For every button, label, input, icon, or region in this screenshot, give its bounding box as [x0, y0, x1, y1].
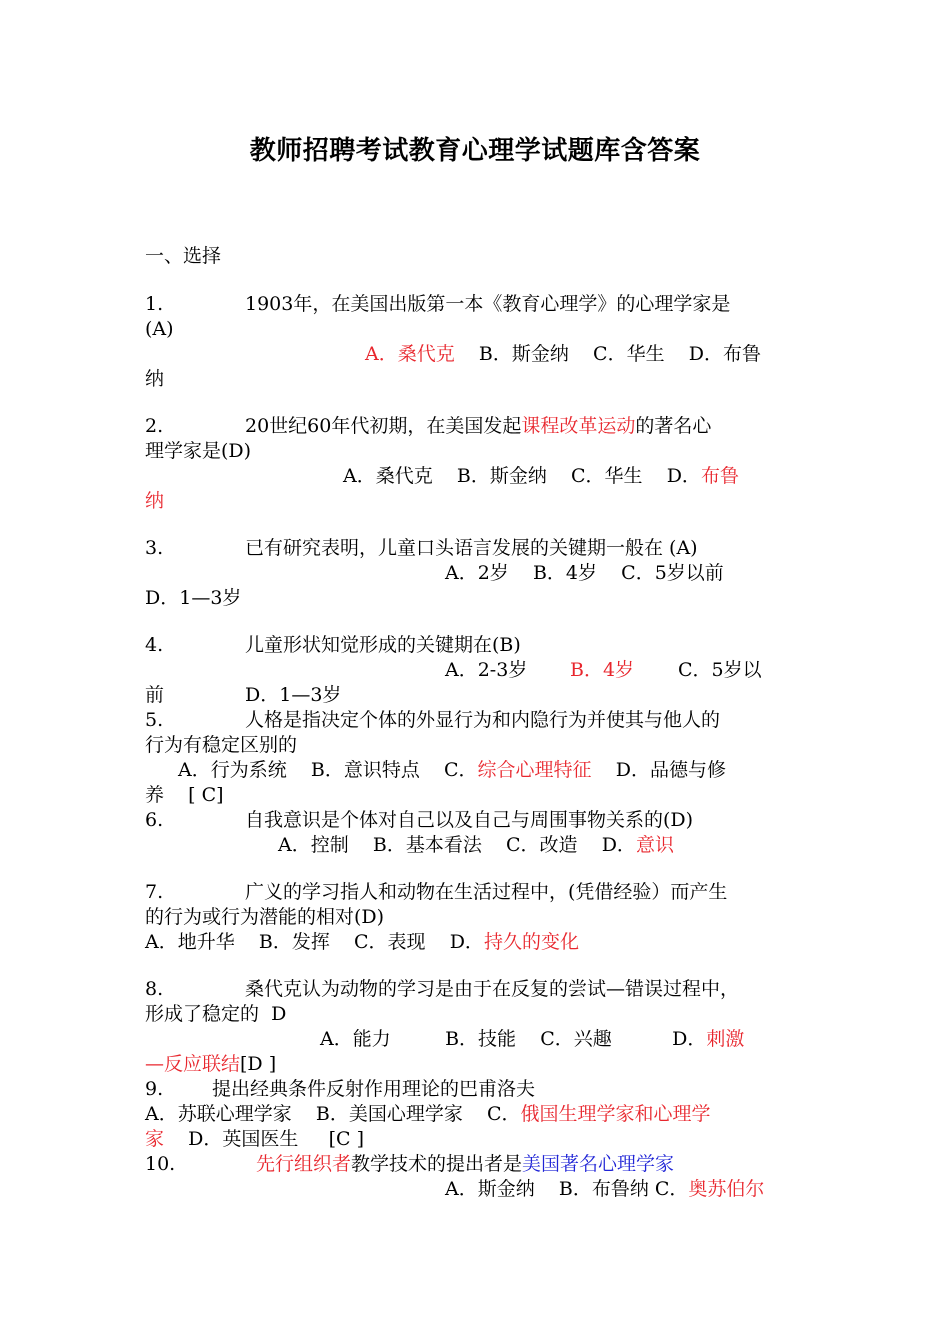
q7-options-text: A．地升华 B．发挥 C．表现 D． — [145, 931, 484, 953]
q1-stem-end: (A) — [145, 318, 174, 340]
q8-number: 8. — [145, 978, 164, 1000]
q10-stem-blue: 美国著名心理学家 — [522, 1153, 675, 1175]
q6-options — [278, 833, 674, 858]
q5-number: 5. — [145, 709, 164, 731]
q9-stem: 提出经典条件反射作用理论的巴甫洛夫 — [212, 1078, 536, 1100]
q9-number: 9. — [145, 1078, 164, 1100]
q8-options-tail — [145, 1052, 276, 1077]
q10-options-text: A．斯金纳 B．布鲁纳 C． — [445, 1178, 689, 1200]
q9-answer: 俄国生理学家和心理学 — [520, 1103, 711, 1125]
q5-answer: 综合心理特征 — [477, 759, 592, 781]
q8-answer-tail: —反应联结 — [145, 1053, 241, 1075]
q8-answer: 刺激 — [706, 1028, 745, 1050]
q1-options-rest: B．斯金纳 C．华生 D．布鲁 — [478, 343, 761, 365]
q2-answer: 布鲁 — [700, 465, 739, 487]
q3-stem: 已有研究表明，儿童口头语言发展的关键期一般在 (A) — [245, 537, 698, 559]
q1-options — [365, 342, 761, 367]
q9-options — [145, 1102, 711, 1127]
q2-stem-b: 的著名心 — [635, 415, 712, 437]
q5-stem-end: 行为有稳定区别的 — [145, 734, 298, 756]
q5-options — [178, 758, 726, 783]
q2-number: 2. — [145, 415, 164, 437]
q10-stem-highlight: 先行组织者 — [256, 1153, 352, 1175]
section-heading: 一、选择 — [145, 245, 222, 267]
q2-stem-a: 20世纪60年代初期，在美国发起 — [245, 415, 522, 437]
q2-stem-highlight: 课程改革运动 — [521, 415, 636, 437]
q10-stem — [256, 1152, 674, 1177]
q5-options-post: D．品德与修 — [591, 759, 726, 781]
q9-answer-tail: 家 — [145, 1128, 165, 1150]
q2-stem-end: 理学家是(D) — [145, 440, 252, 462]
q5-options-tail: 养 [ C] — [145, 784, 224, 806]
q5-stem: 人格是指决定个体的外显行为和内隐行为并使其与他人的 — [245, 709, 721, 731]
q7-number: 7. — [145, 881, 164, 903]
q4-number: 4. — [145, 634, 164, 656]
q10-answer: 奥苏伯尔 — [688, 1178, 765, 1200]
q8-options-text: A．能力 B．技能 C．兴趣 D． — [320, 1028, 707, 1050]
q8-stem: 桑代克认为动物的学习是由于在反复的尝试—错误过程中， — [245, 978, 740, 1000]
q2-options-tail: 纳 — [145, 490, 165, 512]
q4-options-tail: 前 — [145, 684, 165, 706]
q9-options-text: A．苏联心理学家 B．美国心理学家 C． — [145, 1103, 521, 1125]
q4-answer: B．4岁 — [570, 659, 635, 681]
q8-answer-key: [D ] — [240, 1053, 277, 1075]
q1-options-tail: 纳 — [145, 368, 165, 390]
q7-answer: 持久的变化 — [483, 931, 579, 953]
q10-number: 10. — [145, 1153, 176, 1175]
q6-stem: 自我意识是个体对自己以及自己与周围事物关系的(D) — [245, 809, 694, 831]
q1-answer: A．桑代克 — [365, 343, 455, 365]
q7-options — [145, 930, 579, 955]
q3-options-tail: D．1—3岁 — [145, 587, 242, 609]
q9-options-tail-text: D．英国医生 [C ] — [164, 1128, 365, 1150]
q2-options — [343, 464, 739, 489]
q10-stem-mid: 教学技术的提出者是 — [351, 1153, 523, 1175]
q10-options — [445, 1177, 764, 1202]
q3-options: A．2岁 B．4岁 C．5岁以前 — [445, 562, 724, 584]
q6-options-text: A．控制 B．基本看法 C．改造 D． — [278, 834, 636, 856]
q4-stem: 儿童形状知觉形成的关键期在(B) — [245, 634, 521, 656]
q1-number: 1. — [145, 293, 164, 315]
q4-option-a: A．2-3岁 — [445, 659, 528, 681]
q6-number: 6. — [145, 809, 164, 831]
q4-option-c: C．5岁以 — [678, 659, 762, 681]
q3-number: 3. — [145, 537, 164, 559]
q9-options-tail — [145, 1127, 364, 1152]
q2-stem — [245, 414, 711, 439]
document-title: 教师招聘考试教育心理学试题库含答案 — [249, 136, 701, 166]
q2-options-text: A．桑代克 B．斯金纳 C．华生 D． — [343, 465, 701, 487]
q6-answer: 意识 — [635, 834, 674, 856]
q7-stem: 广义的学习指人和动物在生活过程中，(凭借经验）而产生 — [245, 881, 728, 903]
q8-stem-end: 形成了稳定的 D — [145, 1003, 287, 1025]
q7-stem-end: 的行为或行为潜能的相对(D) — [145, 906, 385, 928]
q4-option-d: D．1—3岁 — [245, 684, 342, 706]
q1-stem: 1903年，在美国出版第一本《教育心理学》的心理学家是 — [245, 293, 731, 315]
q5-options-pre: A．行为系统 B．意识特点 C． — [178, 759, 478, 781]
q8-options — [320, 1027, 744, 1052]
